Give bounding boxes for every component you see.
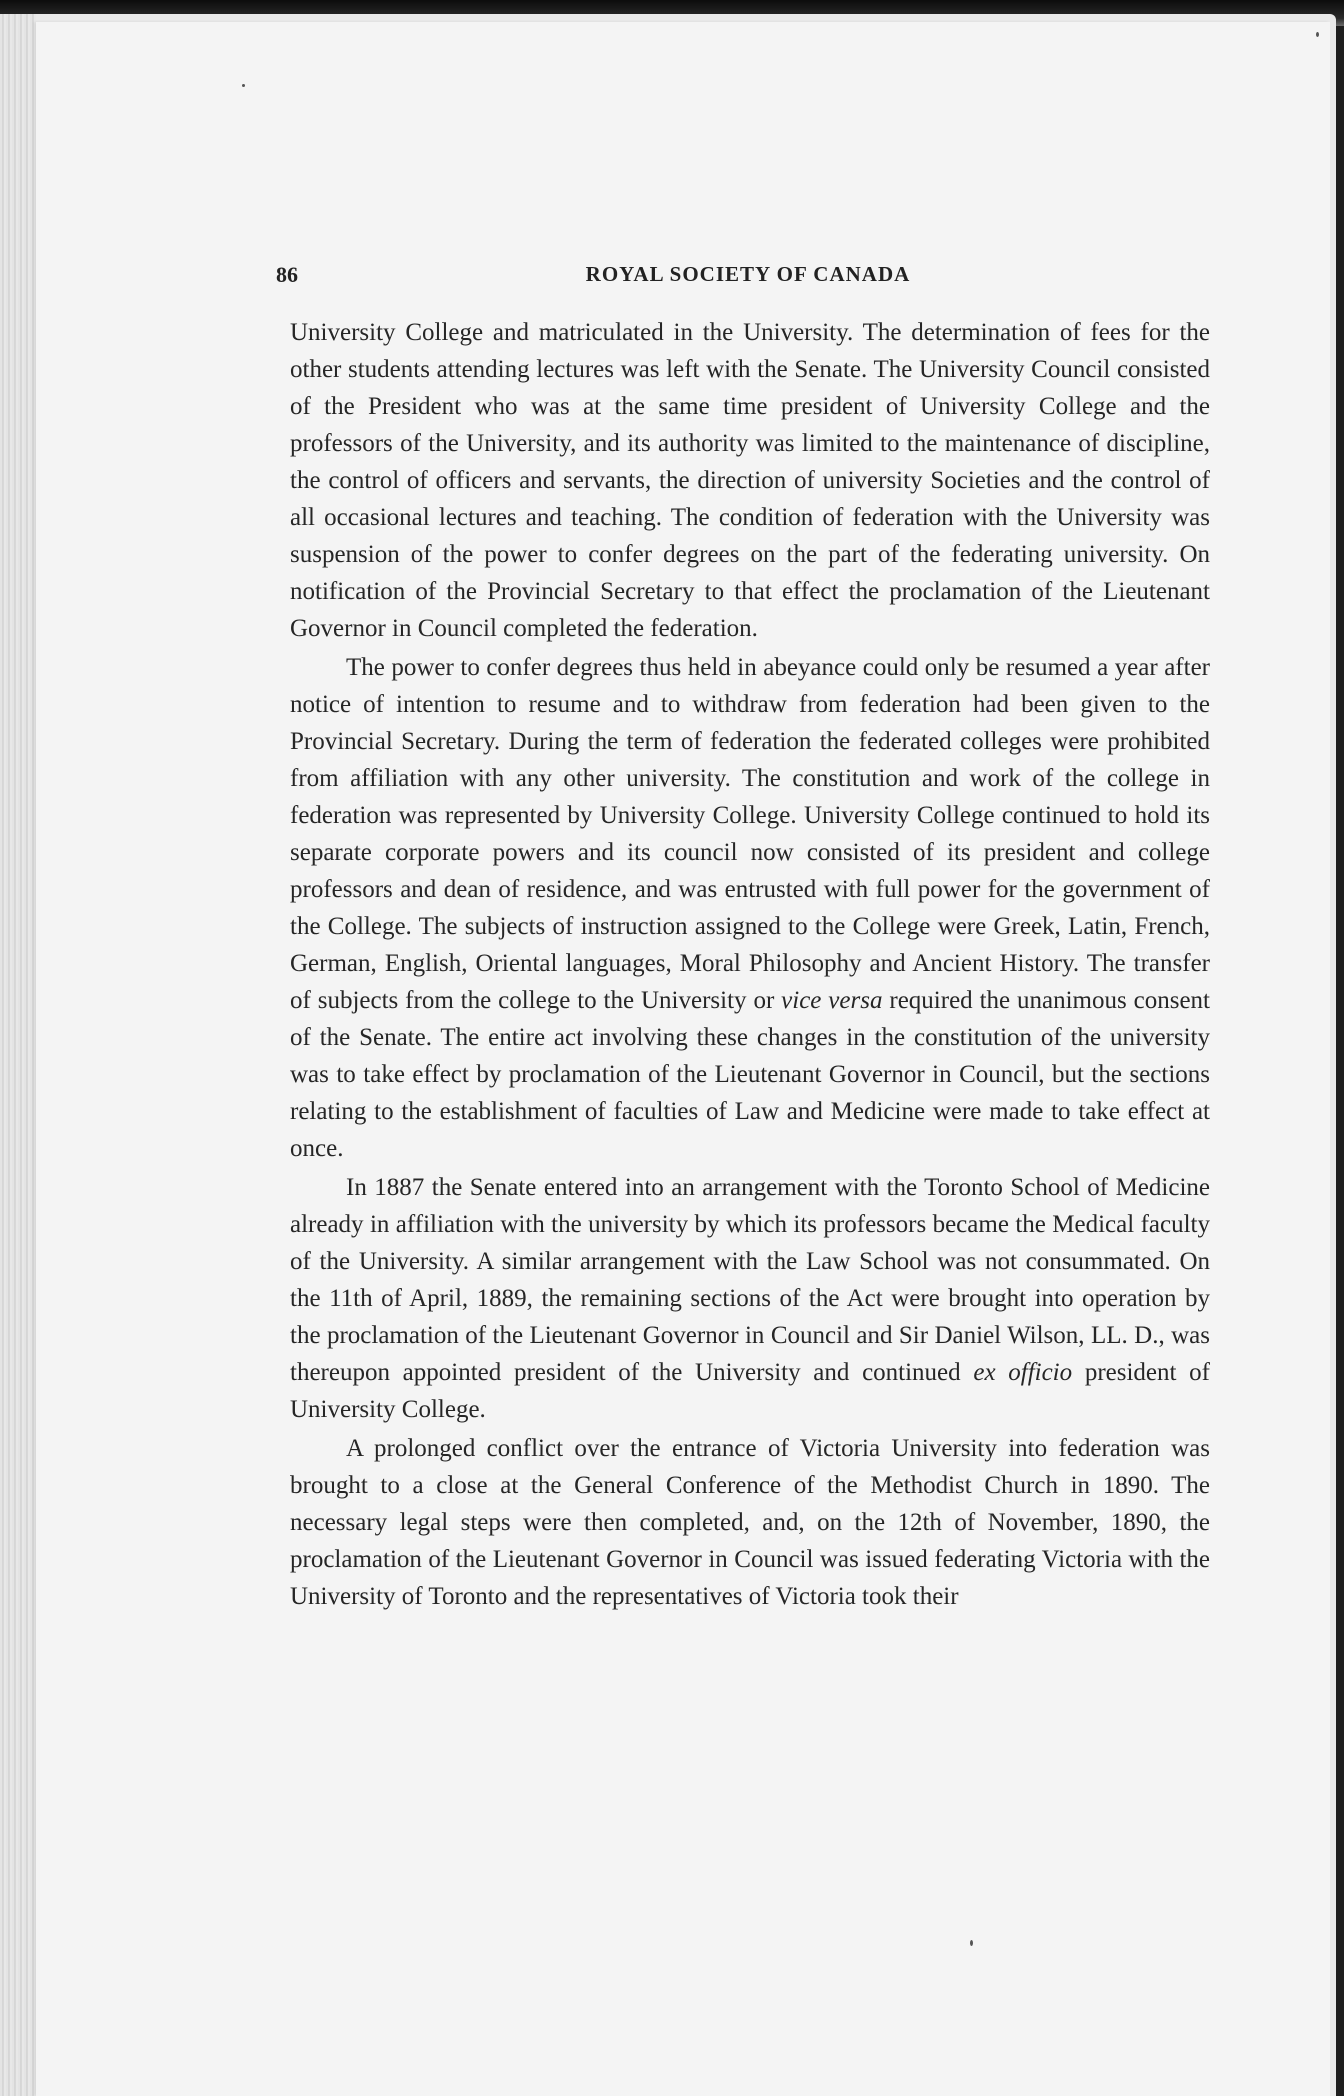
paragraph [290, 649, 1210, 1167]
paragraph [290, 314, 1210, 647]
text-run: The power to confer degrees thus held in abeyance could only be resumed a year after notice of intention to resume and to withdraw from federation had been given to the Provincial Secretary. During the term of federation the federated colleges were prohibited from affiliation with any other university. The constitution and work of the college in federation was represented by University College. University College continued to hold its separate corporate powers and its council now consisted of its president and college professors and dean of residence, and was entrusted with full power for the government of the College. The subjects of instruction assigned to the College were Greek, Latin, French, German, English, Oriental languages, Moral Philosophy and Ancient History. The transfer of subjects from the college to the University or [290, 654, 1210, 1014]
speck [1316, 32, 1319, 37]
body-text [290, 314, 1210, 1615]
page-number: 86 [276, 262, 298, 287]
text-run: In 1887 the Senate entered into an arrangement with the Toronto School of Medicine already in affiliation with the university by which its professors became the Medical faculty of the University. A similar arrangement with the Law School was not consummated. On the 11th of April, 1889, the remaining sections of the Act were brought into operation by the proclamation of the Lieutenant Governor in Council and Sir Daniel Wilson, LL. D., was thereupon appointed president of the University and continued [290, 1174, 1210, 1386]
paragraph [290, 1430, 1210, 1615]
running-title: ROYAL SOCIETY OF CANADA [585, 262, 911, 286]
text-run: president of University College. [290, 1359, 1210, 1423]
text-run: required the unanimous consent of the Senate. The entire act involving these changes in the constitution of the university was to take effect by proclamation of the Lieutenant Governor in Council, but the sections relating to the establishment of faculties of Law and Medicine were made to take effect at once. [290, 987, 1210, 1162]
running-head [276, 262, 1220, 292]
speck [970, 1940, 973, 1946]
paragraph [290, 1169, 1210, 1428]
page-edges [0, 14, 36, 2096]
italic-phrase: vice versa [781, 987, 883, 1014]
text-run: A prolonged conflict over the entrance of Victoria University into federation was brought to a close at the General Conference of the Methodist Church in 1890. The necessary legal steps were then completed, and, on the 12th of November, 1890, the proclamation of the Lieutenant Governor in Council was issued federating Victoria with the University of Toronto and the representatives of Victoria took their [290, 1435, 1210, 1610]
text-run: University College and matriculated in the University. The determination of fees for the other students attending lectures was left with the Senate. The University Council consisted of the President who was at the same time president of University College and the professors of the University, and its authority was limited to the maintenance of discipline, the control of officers and servants, the direction of university Societies and the control of all occasional lectures and teaching. The condition of federation with the University was suspension of the power to confer degrees on the part of the federating university. On notification of the Provincial Secretary to that effect the proclamation of the Lieutenant Governor in Council completed the federation. [290, 319, 1210, 642]
italic-phrase: ex officio [973, 1359, 1073, 1386]
speck [242, 84, 245, 87]
